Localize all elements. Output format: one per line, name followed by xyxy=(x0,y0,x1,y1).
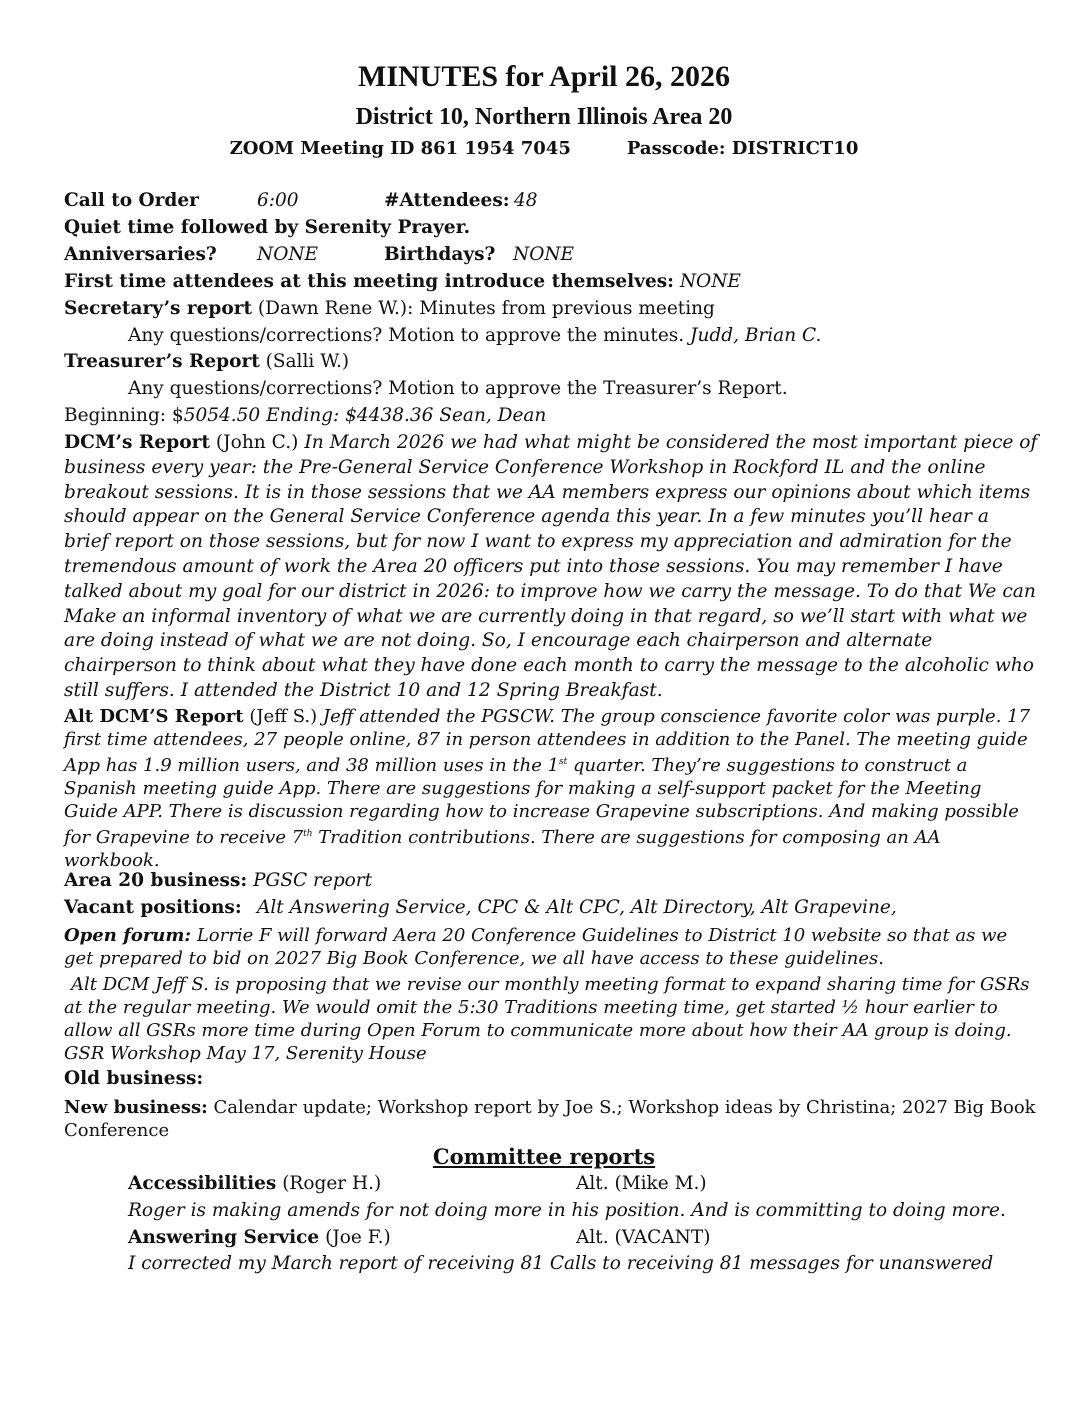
open-forum-text2: Alt DCM Jeff S. is proposing that we revise our monthly meeting format to expand sharing time for GSRs at the regular meeting. We would omit the 5:30 Traditions meeting time, get started ½ hour earlier to allow all GSRs more time during Open Forum to communicate more about how their AA group is doing. GSR Workshop May 17, Serenity House xyxy=(64,974,1030,1064)
secretary-motion-text: Any questions/corrections? Motion to approve the minutes. xyxy=(128,325,685,346)
dcm-who: (John C.) xyxy=(215,432,299,453)
zoom-info xyxy=(0,138,1088,159)
old-business xyxy=(64,1068,203,1089)
treasurer-text: (Salli W.) xyxy=(265,351,350,372)
first-time-attendees xyxy=(64,271,741,292)
secretary-label: Secretary’s report xyxy=(64,298,252,319)
treasurer-label: Treasurer’s Report xyxy=(64,351,260,372)
committee-who: (Joe F.) xyxy=(325,1227,391,1248)
alt-dcm-report xyxy=(64,705,1039,872)
treasurer-motion-text: Any questions/corrections? Motion to approve the Treasurer’s Report. xyxy=(128,378,788,399)
open-forum xyxy=(64,924,1039,970)
committee-heading: Committee reports xyxy=(432,1144,656,1169)
treasurer-report xyxy=(64,351,349,372)
beginning-label: Beginning: $ xyxy=(64,405,184,426)
zoom-passcode: Passcode: DISTRICT10 xyxy=(626,138,859,159)
anniversaries-label: Anniversaries? xyxy=(64,244,217,265)
quiet-time-text: Quiet time followed by Serenity Prayer. xyxy=(64,217,471,238)
vacant-positions xyxy=(64,897,897,918)
new-business xyxy=(64,1096,1039,1142)
first-time-label: First time attendees at this meeting introduce themselves: xyxy=(64,271,674,292)
open-forum-text: Lorrie F will forward Aera 20 Conference Guidelines to District 10 website so that as we get prepared to bid on 2027 Big Book Conference, we all have access to these guidelines. xyxy=(64,925,1008,969)
attendees-count: 48 xyxy=(514,190,538,211)
quiet-time xyxy=(64,217,470,238)
old-business-label: Old business: xyxy=(64,1068,204,1089)
committee-answering-service-text: I corrected my March report of receiving 81 Calls to receiving 81 messages for unanswered xyxy=(128,1253,994,1274)
alt-dcm-label: Alt DCM’S Report xyxy=(64,706,244,727)
anniversaries xyxy=(64,244,575,265)
committee-alt: Alt. (VACANT) xyxy=(576,1227,711,1248)
area20-label: Area 20 business: xyxy=(64,870,248,891)
treasurer-motion-line xyxy=(128,378,788,399)
call-to-order-label: Call to Order xyxy=(64,190,199,211)
open-forum-proposal xyxy=(64,973,1039,1065)
new-business-label: New business: xyxy=(64,1097,208,1118)
committee-accessibilities-text: Roger is making amends for not doing more in his position. And is committing to doing more. xyxy=(128,1200,1006,1221)
balance-values: 5054.50 Ending: $4438.36 Sean, Dean xyxy=(183,405,547,426)
committee-alt: Alt. (Mike M.) xyxy=(576,1173,707,1194)
committee-name: Accessibilities xyxy=(128,1173,277,1194)
first-time-value: NONE xyxy=(679,271,741,292)
open-forum-label: Open forum: xyxy=(64,925,192,946)
zoom-meeting-id: ZOOM Meeting ID 861 1954 7045 xyxy=(229,138,571,159)
vacant-value: Alt Answering Service, CPC & Alt CPC, Alt Directory, Alt Grapevine, xyxy=(257,897,897,918)
secretary-report xyxy=(64,298,715,319)
birthdays-label: Birthdays? xyxy=(384,244,496,265)
page-title: MINUTES for April 26, 2026 xyxy=(358,60,730,93)
committee-answering-service xyxy=(128,1227,1028,1248)
call-to-order xyxy=(64,190,538,211)
page-subtitle: District 10, Northern Illinois Area 20 xyxy=(355,104,733,130)
secretary-motion-names: Judd, Brian C. xyxy=(690,325,822,346)
attendees-label: #Attendees: xyxy=(384,190,510,211)
committee-name: Answering Service xyxy=(128,1227,320,1248)
vacant-label: Vacant positions: xyxy=(64,897,242,918)
alt-dcm-text: Jeff attended the PGSCW. The group conscience favorite color was purple. 17 first time attendees, 27 people online, 87 in person attendees in addition to the Panel. The meeting guide App has 1.9 million users, and 38 million uses in the 1st quarter. They’re suggestions to construct a Spanish meeting guide App. There are suggestions for making a self-support packet for the Meeting Guide APP. There is discussion regarding how to increase Grapevine subscriptions. And making possible for Grapevine to receive 7th Tradition contributions. There are suggestions for composing an AA workbook. xyxy=(64,706,1031,871)
new-business-text: Calendar update; Workshop report by Joe S.; Workshop ideas by Christina; 2027 Big Book Conference xyxy=(64,1097,1036,1141)
area20-business xyxy=(64,870,372,891)
dcm-text: In March 2026 we had what might be considered the most important piece of business every year: the Pre-General Service Conference Workshop in Rockford IL and the online breakout sessions. It is in those sessions that we AA members express our opinions about which items should appear on the General Service Conference agenda this year. In a few minutes you’ll hear a brief report on those sessions, but for now I want to express my appreciation and admiration for the tremendous amount of work the Area 20 officers put into those sessions. You may remember I have talked about my goal for our district in 2026: to improve how we carry the message. To do that We can Make an informal inventory of what we are currently doing in that regard, so we’ll start with what we are doing instead of what we are not doing. So, I encourage each chairperson and alternate chairperson to think about what they have done each month to carry the message to the alcoholic who still suffers. I attended the District 10 and 12 Spring Breakfast. xyxy=(64,432,1038,701)
dcm-report xyxy=(64,431,1039,704)
treasurer-balance xyxy=(64,405,546,426)
secretary-text: (Dawn Rene W.): Minutes from previous meeting xyxy=(257,298,715,319)
area20-value: PGSC report xyxy=(253,870,373,891)
birthdays-value: NONE xyxy=(513,244,575,265)
alt-dcm-who: (Jeff S.) xyxy=(249,706,318,727)
anniversaries-value: NONE xyxy=(257,244,319,265)
call-to-order-time: 6:00 xyxy=(257,190,299,211)
committee-accessibilities xyxy=(128,1173,1028,1194)
secretary-motion-line xyxy=(128,325,821,346)
dcm-label: DCM’s Report xyxy=(64,432,210,453)
committee-who: (Roger H.) xyxy=(282,1173,382,1194)
